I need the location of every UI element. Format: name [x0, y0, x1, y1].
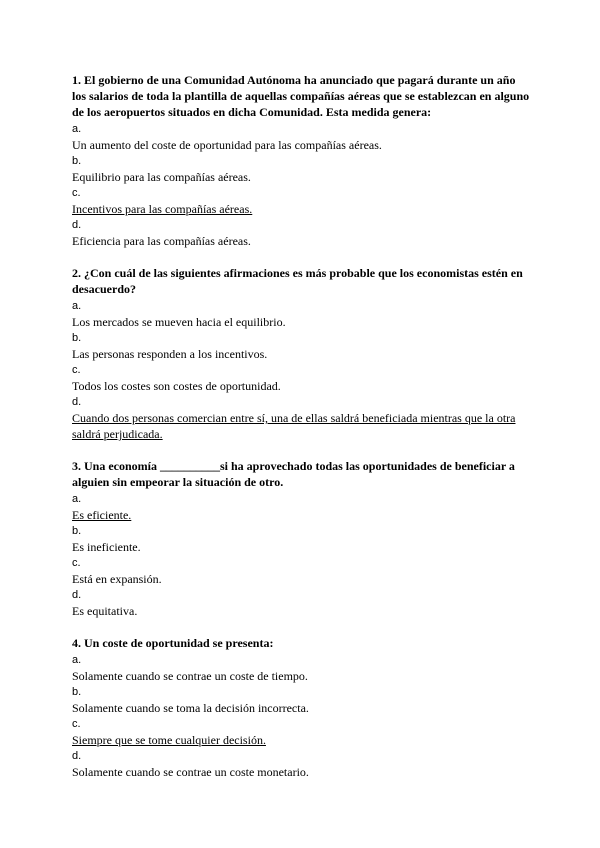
option-letter: b. — [72, 155, 82, 167]
correct-option-text: Incentivos para las compañías aéreas. — [72, 202, 253, 216]
correct-option-text: Es eficiente. — [72, 508, 132, 522]
option-letter: c. — [72, 718, 81, 730]
option-text: Es equitativa. — [72, 604, 138, 618]
option-letter: c. — [72, 187, 81, 199]
question-text: 1. El gobierno de una Comunidad Autónoma ha anunciado que pagará durante un año los salarios de toda la plantilla de aquellas compañías aéreas que se establezcan en alguno de los aeropuertos situados en dicha Comunidad. Esta medida genera: — [72, 73, 530, 119]
option-letter: b. — [72, 332, 82, 344]
option-text: Está en expansión. — [72, 572, 162, 586]
quiz-content — [72, 72, 530, 796]
option-letter: a. — [72, 654, 82, 666]
option-text: Solamente cuando se contrae un coste de tiempo. — [72, 669, 308, 683]
correct-option-text: Siempre que se tome cualquier decisión. — [72, 733, 266, 747]
question-1 — [72, 72, 530, 249]
question-2 — [72, 265, 530, 442]
option-letter: c. — [72, 557, 81, 569]
option-letter: d. — [72, 589, 82, 601]
question-text: 2. ¿Con cuál de las siguientes afirmaciones es más probable que los economistas estén en desacuerdo? — [72, 266, 523, 296]
question-text: 4. Un coste de oportunidad se presenta: — [72, 636, 274, 650]
option-letter: b. — [72, 525, 82, 537]
option-letter: b. — [72, 686, 82, 698]
correct-option-text: Cuando dos personas comercian entre sí, una de ellas saldrá beneficiada mientras que la otra saldrá perjudicada. — [72, 411, 516, 441]
option-letter: a. — [72, 493, 82, 505]
option-text: Solamente cuando se toma la decisión incorrecta. — [72, 701, 309, 715]
option-letter: d. — [72, 750, 82, 762]
option-text: Equilibrio para las compañías aéreas. — [72, 170, 251, 184]
option-text: Es ineficiente. — [72, 540, 141, 554]
option-letter: c. — [72, 364, 81, 376]
question-text: 3. Una economía __________si ha aprovechado todas las oportunidades de beneficiar a alguien sin empeorar la situación de otro. — [72, 459, 515, 489]
question-3 — [72, 458, 530, 619]
option-letter: a. — [72, 123, 82, 135]
option-letter: a. — [72, 300, 82, 312]
option-text: Eficiencia para las compañías aéreas. — [72, 234, 251, 248]
option-text: Un aumento del coste de oportunidad para las compañías aéreas. — [72, 138, 382, 152]
option-text: Solamente cuando se contrae un coste monetario. — [72, 765, 309, 779]
question-4 — [72, 635, 530, 780]
option-letter: d. — [72, 219, 82, 231]
option-text: Los mercados se mueven hacia el equilibrio. — [72, 315, 286, 329]
option-text: Las personas responden a los incentivos. — [72, 347, 268, 361]
option-letter: d. — [72, 396, 82, 408]
option-text: Todos los costes son costes de oportunidad. — [72, 379, 281, 393]
